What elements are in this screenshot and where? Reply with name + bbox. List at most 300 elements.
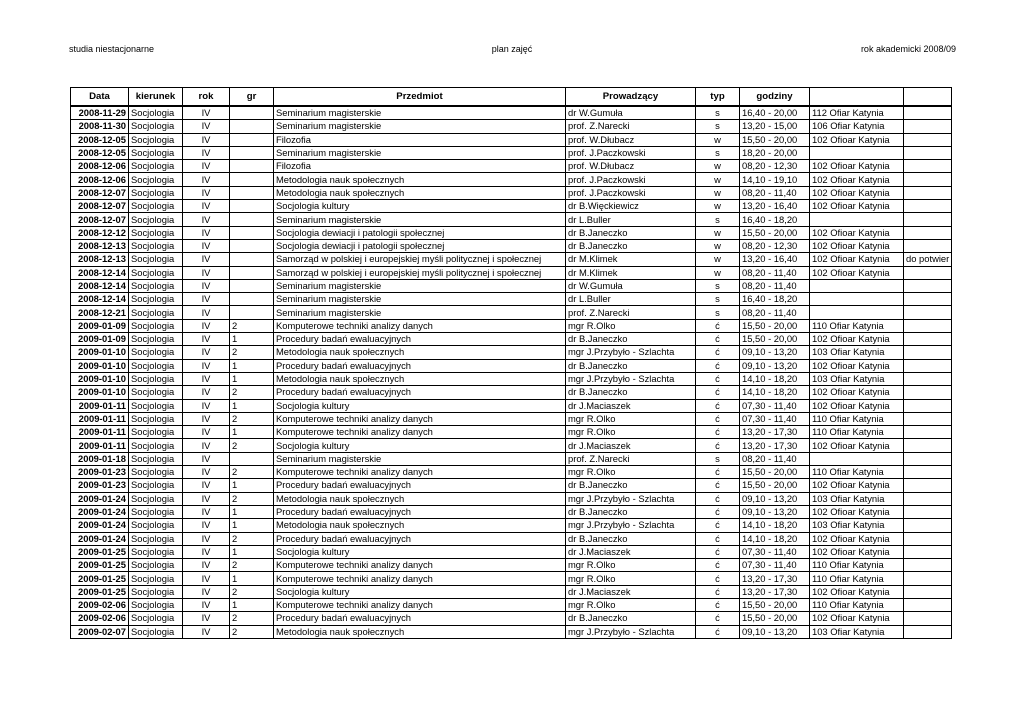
cell-godziny: 15,50 - 20,00 — [740, 319, 810, 332]
cell-kierunek: Socjologia — [129, 146, 183, 159]
cell-uwagi — [904, 346, 952, 359]
cell-rok: IV — [183, 532, 230, 545]
cell-prowadzacy: dr L.Buller — [566, 213, 696, 226]
cell-przedmiot: Samorząd w polskiej i europejskiej myśli politycznej i społecznej — [274, 266, 566, 279]
cell-date: 2008-12-06 — [71, 160, 129, 173]
table-row — [71, 399, 952, 412]
cell-typ: ć — [696, 372, 740, 385]
cell-gr: 2 — [230, 559, 274, 572]
cell-date: 2009-01-10 — [71, 386, 129, 399]
cell-kierunek: Socjologia — [129, 412, 183, 425]
cell-sala: 102 Ofioar Katynia — [810, 160, 904, 173]
table-row — [71, 120, 952, 133]
cell-gr: 1 — [230, 598, 274, 611]
table-row — [71, 585, 952, 598]
cell-przedmiot: Komputerowe techniki analizy danych — [274, 598, 566, 611]
cell-typ: ć — [696, 359, 740, 372]
cell-przedmiot: Seminarium magisterskie — [274, 306, 566, 319]
cell-date: 2008-11-29 — [71, 106, 129, 120]
cell-typ: ć — [696, 572, 740, 585]
cell-sala — [810, 452, 904, 465]
cell-kierunek: Socjologia — [129, 519, 183, 532]
cell-typ: ć — [696, 386, 740, 399]
cell-prowadzacy: dr W.Gumuła — [566, 279, 696, 292]
cell-przedmiot: Procedury badań ewaluacyjnych — [274, 386, 566, 399]
cell-godziny: 13,20 - 17,30 — [740, 426, 810, 439]
cell-rok: IV — [183, 333, 230, 346]
cell-date: 2009-01-25 — [71, 545, 129, 558]
cell-uwagi — [904, 519, 952, 532]
cell-przedmiot: Samorząd w polskiej i europejskiej myśli politycznej i społecznej — [274, 253, 566, 266]
cell-przedmiot: Komputerowe techniki analizy danych — [274, 466, 566, 479]
table-row — [71, 426, 952, 439]
cell-rok: IV — [183, 505, 230, 518]
table-row — [71, 612, 952, 625]
cell-rok: IV — [183, 306, 230, 319]
cell-rok: IV — [183, 173, 230, 186]
cell-przedmiot: Komputerowe techniki analizy danych — [274, 572, 566, 585]
cell-godziny: 14,10 - 18,20 — [740, 372, 810, 385]
cell-sala: 102 Ofioar Katynia — [810, 133, 904, 146]
cell-gr — [230, 226, 274, 239]
cell-sala: 106 Ofiar Katynia — [810, 120, 904, 133]
cell-prowadzacy: mgr J.Przybyło - Szlachta — [566, 492, 696, 505]
cell-typ: w — [696, 200, 740, 213]
cell-prowadzacy: dr J.Maciaszek — [566, 545, 696, 558]
table-row — [71, 452, 952, 465]
cell-prowadzacy: dr B.Janeczko — [566, 226, 696, 239]
cell-przedmiot: Metodologia nauk społecznych — [274, 346, 566, 359]
cell-typ: w — [696, 173, 740, 186]
cell-godziny: 14,10 - 18,20 — [740, 519, 810, 532]
cell-kierunek: Socjologia — [129, 386, 183, 399]
cell-uwagi — [904, 120, 952, 133]
cell-sala: 102 Ofioar Katynia — [810, 479, 904, 492]
cell-typ: ć — [696, 545, 740, 558]
cell-godziny: 08,20 - 11,40 — [740, 306, 810, 319]
cell-typ: w — [696, 266, 740, 279]
cell-gr: 1 — [230, 479, 274, 492]
cell-date: 2008-12-14 — [71, 293, 129, 306]
cell-godziny: 16,40 - 18,20 — [740, 293, 810, 306]
cell-gr — [230, 173, 274, 186]
cell-sala: 102 Ofioar Katynia — [810, 545, 904, 558]
cell-kierunek: Socjologia — [129, 545, 183, 558]
table-row — [71, 572, 952, 585]
cell-kierunek: Socjologia — [129, 160, 183, 173]
cell-date: 2009-01-25 — [71, 572, 129, 585]
cell-gr — [230, 452, 274, 465]
cell-sala: 110 Ofiar Katynia — [810, 426, 904, 439]
cell-date: 2009-01-18 — [71, 452, 129, 465]
cell-date: 2009-01-23 — [71, 479, 129, 492]
cell-kierunek: Socjologia — [129, 239, 183, 252]
cell-sala: 102 Ofioar Katynia — [810, 439, 904, 452]
cell-typ: ć — [696, 426, 740, 439]
column-header-typ: typ — [696, 88, 740, 107]
cell-rok: IV — [183, 106, 230, 120]
cell-date: 2008-12-07 — [71, 186, 129, 199]
cell-sala: 102 Ofioar Katynia — [810, 200, 904, 213]
column-header-godziny: godziny — [740, 88, 810, 107]
cell-rok: IV — [183, 452, 230, 465]
cell-prowadzacy: dr J.Maciaszek — [566, 399, 696, 412]
cell-prowadzacy: prof. Z.Narecki — [566, 306, 696, 319]
cell-uwagi — [904, 186, 952, 199]
cell-godziny: 08,20 - 12,30 — [740, 239, 810, 252]
cell-typ: ć — [696, 399, 740, 412]
cell-kierunek: Socjologia — [129, 572, 183, 585]
cell-kierunek: Socjologia — [129, 346, 183, 359]
cell-date: 2009-01-11 — [71, 426, 129, 439]
column-header-przedmiot: Przedmiot — [274, 88, 566, 107]
cell-przedmiot: Procedury badań ewaluacyjnych — [274, 505, 566, 518]
cell-date: 2008-12-05 — [71, 133, 129, 146]
cell-sala — [810, 279, 904, 292]
cell-godziny: 16,40 - 20,00 — [740, 106, 810, 120]
column-header-rok: rok — [183, 88, 230, 107]
cell-rok: IV — [183, 386, 230, 399]
cell-rok: IV — [183, 559, 230, 572]
cell-uwagi — [904, 505, 952, 518]
cell-sala: 102 Ofioar Katynia — [810, 505, 904, 518]
cell-kierunek: Socjologia — [129, 279, 183, 292]
cell-prowadzacy: dr B.Janeczko — [566, 479, 696, 492]
cell-gr: 2 — [230, 386, 274, 399]
cell-gr — [230, 293, 274, 306]
cell-kierunek: Socjologia — [129, 120, 183, 133]
table-row — [71, 293, 952, 306]
cell-prowadzacy: dr B.Janeczko — [566, 239, 696, 252]
table-row — [71, 625, 952, 638]
cell-przedmiot: Procedury badań ewaluacyjnych — [274, 532, 566, 545]
cell-kierunek: Socjologia — [129, 226, 183, 239]
cell-kierunek: Socjologia — [129, 293, 183, 306]
cell-rok: IV — [183, 146, 230, 159]
cell-rok: IV — [183, 213, 230, 226]
cell-gr: 1 — [230, 359, 274, 372]
cell-gr: 2 — [230, 612, 274, 625]
cell-typ: s — [696, 293, 740, 306]
column-header-sala — [810, 88, 904, 107]
cell-prowadzacy: mgr R.Olko — [566, 598, 696, 611]
cell-sala: 102 Ofioar Katynia — [810, 173, 904, 186]
cell-uwagi — [904, 466, 952, 479]
cell-kierunek: Socjologia — [129, 492, 183, 505]
cell-uwagi — [904, 399, 952, 412]
cell-kierunek: Socjologia — [129, 585, 183, 598]
cell-kierunek: Socjologia — [129, 319, 183, 332]
cell-godziny: 09,10 - 13,20 — [740, 505, 810, 518]
cell-rok: IV — [183, 120, 230, 133]
cell-przedmiot: Metodologia nauk społecznych — [274, 372, 566, 385]
cell-kierunek: Socjologia — [129, 133, 183, 146]
cell-przedmiot: Metodologia nauk społecznych — [274, 519, 566, 532]
cell-godziny: 14,10 - 19,10 — [740, 173, 810, 186]
cell-godziny: 13,20 - 15,00 — [740, 120, 810, 133]
cell-przedmiot: Metodologia nauk społecznych — [274, 492, 566, 505]
cell-kierunek: Socjologia — [129, 213, 183, 226]
cell-prowadzacy: mgr J.Przybyło - Szlachta — [566, 372, 696, 385]
cell-sala: 103 Ofiar Katynia — [810, 346, 904, 359]
cell-sala — [810, 293, 904, 306]
cell-uwagi — [904, 612, 952, 625]
schedule-table — [70, 87, 952, 639]
cell-typ: s — [696, 106, 740, 120]
cell-typ: ć — [696, 598, 740, 611]
cell-rok: IV — [183, 625, 230, 638]
table-row — [71, 279, 952, 292]
table-row — [71, 545, 952, 558]
cell-uwagi — [904, 173, 952, 186]
cell-typ: ć — [696, 412, 740, 425]
cell-prowadzacy: dr M.Klimek — [566, 266, 696, 279]
cell-gr — [230, 266, 274, 279]
cell-przedmiot: Seminarium magisterskie — [274, 213, 566, 226]
cell-gr — [230, 146, 274, 159]
cell-rok: IV — [183, 319, 230, 332]
cell-godziny: 15,50 - 20,00 — [740, 133, 810, 146]
cell-rok: IV — [183, 239, 230, 252]
cell-przedmiot: Socjologia dewiacji i patologii społecznej — [274, 239, 566, 252]
cell-prowadzacy: prof. W.Dłubacz — [566, 133, 696, 146]
cell-sala: 102 Ofioar Katynia — [810, 612, 904, 625]
table-row — [71, 598, 952, 611]
cell-uwagi — [904, 452, 952, 465]
table-header-row — [71, 88, 952, 107]
cell-sala: 102 Ofioar Katynia — [810, 585, 904, 598]
cell-uwagi — [904, 439, 952, 452]
cell-rok: IV — [183, 412, 230, 425]
cell-godziny: 13,20 - 16,40 — [740, 253, 810, 266]
cell-prowadzacy: mgr J.Przybyło - Szlachta — [566, 346, 696, 359]
cell-prowadzacy: dr B.Janeczko — [566, 359, 696, 372]
cell-date: 2009-01-24 — [71, 532, 129, 545]
cell-typ: ć — [696, 559, 740, 572]
cell-gr: 2 — [230, 532, 274, 545]
table-row — [71, 319, 952, 332]
cell-rok: IV — [183, 372, 230, 385]
cell-kierunek: Socjologia — [129, 532, 183, 545]
cell-rok: IV — [183, 359, 230, 372]
cell-rok: IV — [183, 612, 230, 625]
cell-gr: 2 — [230, 346, 274, 359]
cell-prowadzacy: mgr R.Olko — [566, 412, 696, 425]
cell-typ: ć — [696, 346, 740, 359]
cell-typ: ć — [696, 625, 740, 638]
cell-typ: ć — [696, 319, 740, 332]
cell-typ: ć — [696, 492, 740, 505]
cell-prowadzacy: mgr R.Olko — [566, 572, 696, 585]
cell-typ: s — [696, 452, 740, 465]
cell-prowadzacy: dr B.Janeczko — [566, 333, 696, 346]
cell-gr — [230, 306, 274, 319]
cell-kierunek: Socjologia — [129, 505, 183, 518]
cell-gr: 2 — [230, 466, 274, 479]
cell-gr — [230, 253, 274, 266]
cell-rok: IV — [183, 186, 230, 199]
cell-typ: ć — [696, 466, 740, 479]
cell-rok: IV — [183, 439, 230, 452]
cell-gr — [230, 186, 274, 199]
cell-godziny: 08,20 - 11,40 — [740, 266, 810, 279]
cell-date: 2008-12-14 — [71, 279, 129, 292]
cell-kierunek: Socjologia — [129, 426, 183, 439]
table-row — [71, 559, 952, 572]
cell-gr — [230, 279, 274, 292]
cell-date: 2009-02-06 — [71, 612, 129, 625]
cell-gr: 2 — [230, 439, 274, 452]
cell-przedmiot: Filozofia — [274, 160, 566, 173]
cell-godziny: 15,50 - 20,00 — [740, 226, 810, 239]
cell-prowadzacy: dr B.Janeczko — [566, 532, 696, 545]
header-center: plan zajęć — [491, 44, 533, 54]
table-row — [71, 173, 952, 186]
table-row — [71, 466, 952, 479]
cell-godziny: 07,30 - 11,40 — [740, 545, 810, 558]
cell-date: 2008-12-05 — [71, 146, 129, 159]
cell-godziny: 08,20 - 11,40 — [740, 279, 810, 292]
cell-prowadzacy: prof. Z.Narecki — [566, 452, 696, 465]
cell-gr: 1 — [230, 572, 274, 585]
cell-sala: 102 Ofioar Katynia — [810, 399, 904, 412]
cell-sala: 103 Ofiar Katynia — [810, 625, 904, 638]
cell-prowadzacy: prof. J.Paczkowski — [566, 173, 696, 186]
cell-date: 2008-12-14 — [71, 266, 129, 279]
cell-przedmiot: Socjologia kultury — [274, 585, 566, 598]
cell-kierunek: Socjologia — [129, 106, 183, 120]
cell-uwagi — [904, 572, 952, 585]
cell-prowadzacy: dr W.Gumuła — [566, 106, 696, 120]
cell-rok: IV — [183, 545, 230, 558]
cell-date: 2009-01-09 — [71, 319, 129, 332]
cell-typ: s — [696, 146, 740, 159]
cell-godziny: 08,20 - 11,40 — [740, 186, 810, 199]
cell-sala: 112 Ofiar Katynia — [810, 106, 904, 120]
cell-gr: 1 — [230, 333, 274, 346]
cell-typ: ć — [696, 505, 740, 518]
cell-godziny: 15,50 - 20,00 — [740, 612, 810, 625]
cell-gr — [230, 160, 274, 173]
cell-godziny: 15,50 - 20,00 — [740, 479, 810, 492]
cell-uwagi — [904, 585, 952, 598]
cell-gr: 2 — [230, 412, 274, 425]
cell-kierunek: Socjologia — [129, 253, 183, 266]
cell-gr: 1 — [230, 505, 274, 518]
cell-przedmiot: Socjologia kultury — [274, 399, 566, 412]
cell-typ: s — [696, 279, 740, 292]
cell-rok: IV — [183, 598, 230, 611]
cell-godziny: 09,10 - 13,20 — [740, 346, 810, 359]
cell-uwagi — [904, 359, 952, 372]
cell-gr — [230, 213, 274, 226]
cell-uwagi — [904, 306, 952, 319]
cell-uwagi — [904, 239, 952, 252]
cell-prowadzacy: dr B.Janeczko — [566, 612, 696, 625]
cell-typ: ć — [696, 479, 740, 492]
cell-date: 2009-01-10 — [71, 359, 129, 372]
column-header-data: Data — [71, 88, 129, 107]
cell-godziny: 15,50 - 20,00 — [740, 333, 810, 346]
table-row — [71, 306, 952, 319]
table-row — [71, 359, 952, 372]
cell-prowadzacy: mgr R.Olko — [566, 559, 696, 572]
cell-uwagi — [904, 598, 952, 611]
cell-gr: 1 — [230, 426, 274, 439]
table-row — [71, 519, 952, 532]
cell-date: 2008-12-12 — [71, 226, 129, 239]
cell-typ: ć — [696, 585, 740, 598]
cell-uwagi — [904, 559, 952, 572]
table-row — [71, 386, 952, 399]
cell-prowadzacy: mgr J.Przybyło - Szlachta — [566, 625, 696, 638]
cell-uwagi — [904, 412, 952, 425]
cell-godziny: 09,10 - 13,20 — [740, 625, 810, 638]
cell-gr — [230, 120, 274, 133]
cell-prowadzacy: prof. J.Paczkowski — [566, 146, 696, 159]
table-row — [71, 505, 952, 518]
table-row — [71, 346, 952, 359]
cell-rok: IV — [183, 572, 230, 585]
cell-prowadzacy: prof. J.Paczkowski — [566, 186, 696, 199]
cell-kierunek: Socjologia — [129, 306, 183, 319]
cell-rok: IV — [183, 466, 230, 479]
cell-gr: 2 — [230, 625, 274, 638]
cell-przedmiot: Socjologia kultury — [274, 545, 566, 558]
cell-sala — [810, 306, 904, 319]
cell-prowadzacy: dr B.Janeczko — [566, 505, 696, 518]
cell-przedmiot: Metodologia nauk społecznych — [274, 186, 566, 199]
cell-date: 2009-02-06 — [71, 598, 129, 611]
cell-date: 2009-01-11 — [71, 399, 129, 412]
cell-date: 2009-01-11 — [71, 439, 129, 452]
table-row — [71, 372, 952, 385]
cell-przedmiot: Seminarium magisterskie — [274, 106, 566, 120]
table-row — [71, 239, 952, 252]
cell-date: 2009-01-24 — [71, 505, 129, 518]
cell-date: 2009-01-23 — [71, 466, 129, 479]
cell-typ: w — [696, 239, 740, 252]
cell-prowadzacy: mgr R.Olko — [566, 426, 696, 439]
cell-typ: s — [696, 306, 740, 319]
cell-przedmiot: Filozofia — [274, 133, 566, 146]
cell-gr: 1 — [230, 519, 274, 532]
cell-godziny: 13,20 - 16,40 — [740, 200, 810, 213]
cell-prowadzacy: dr M.Klimek — [566, 253, 696, 266]
cell-gr: 2 — [230, 319, 274, 332]
cell-godziny: 14,10 - 18,20 — [740, 386, 810, 399]
cell-gr: 2 — [230, 585, 274, 598]
cell-kierunek: Socjologia — [129, 372, 183, 385]
cell-sala — [810, 146, 904, 159]
cell-godziny: 13,20 - 17,30 — [740, 572, 810, 585]
cell-godziny: 13,20 - 17,30 — [740, 585, 810, 598]
cell-typ: s — [696, 213, 740, 226]
cell-uwagi — [904, 372, 952, 385]
column-header-gr: gr — [230, 88, 274, 107]
cell-date: 2009-01-25 — [71, 559, 129, 572]
table-row — [71, 146, 952, 159]
cell-przedmiot: Procedury badań ewaluacyjnych — [274, 333, 566, 346]
cell-kierunek: Socjologia — [129, 479, 183, 492]
cell-sala: 102 Ofioar Katynia — [810, 253, 904, 266]
cell-typ: s — [696, 120, 740, 133]
cell-godziny: 18,20 - 20,00 — [740, 146, 810, 159]
cell-sala: 102 Ofioar Katynia — [810, 386, 904, 399]
cell-prowadzacy: dr L.Buller — [566, 293, 696, 306]
cell-typ: w — [696, 253, 740, 266]
cell-uwagi — [904, 200, 952, 213]
